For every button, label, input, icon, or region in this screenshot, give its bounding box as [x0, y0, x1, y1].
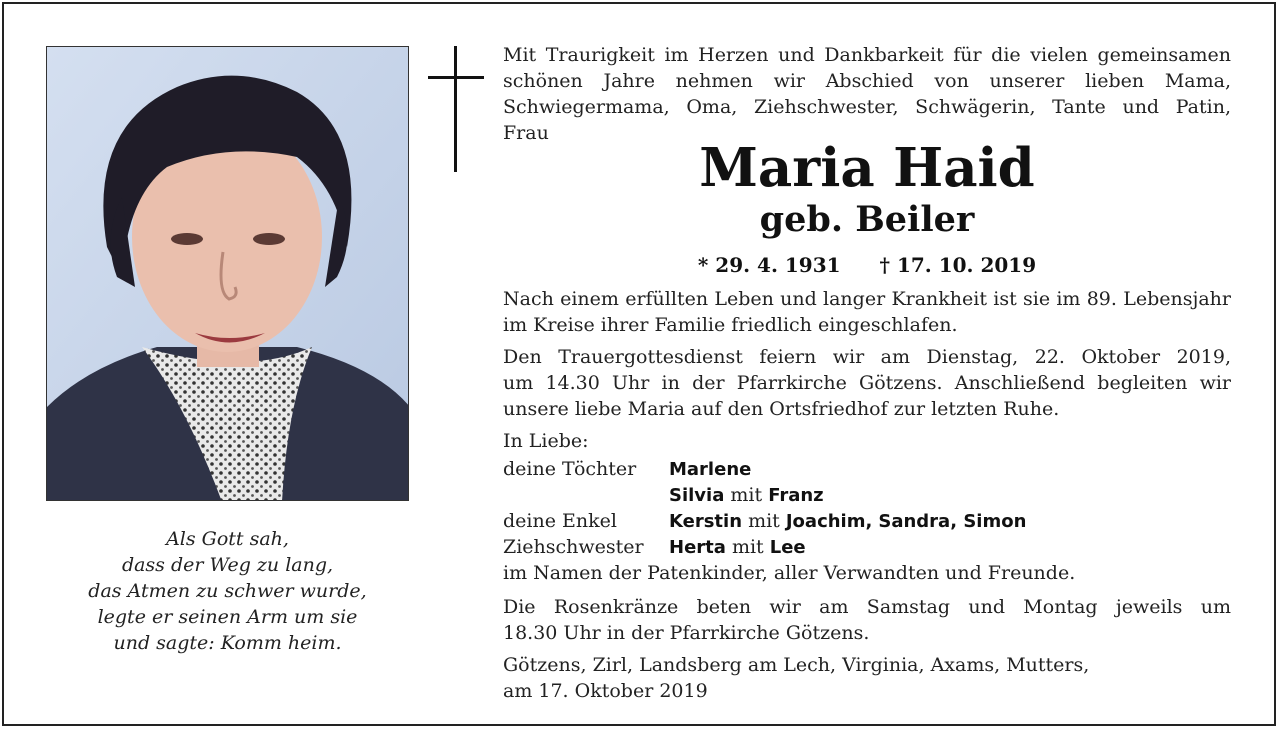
- date-line: am 17. Oktober 2019: [503, 680, 708, 702]
- relation-label: deine Enkel: [503, 510, 617, 532]
- family-row-grandchildren: [503, 508, 1231, 534]
- portrait-image: [47, 47, 409, 501]
- in-love-label: In Liebe:: [503, 430, 589, 452]
- intro-line: Schwiegermama, Oma, Ziehschwester, Schwägerin, Tante und Patin,: [503, 96, 1231, 118]
- portrait-photo: [46, 46, 409, 501]
- family-list: [503, 456, 1231, 586]
- family-member: Sandra, Simon: [878, 511, 1027, 532]
- paragraph-line: im Kreise ihrer Familie friedlich eingeschlafen.: [503, 314, 958, 336]
- deceased-name: Maria Haid: [699, 137, 1035, 199]
- family-member: Marlene: [669, 459, 752, 480]
- poem: [46, 526, 409, 656]
- poem-line: Als Gott sah,: [166, 528, 289, 550]
- relation-label: Ziehschwester: [503, 536, 644, 558]
- cross-icon: [428, 46, 484, 172]
- family-member: Franz: [768, 485, 824, 506]
- family-row-foster-sister: [503, 534, 1231, 560]
- intro-line: Mit Traurigkeit im Herzen und Dankbarkeit für die vielen gemeinsamen: [503, 44, 1231, 66]
- rosary-paragraph: [503, 594, 1231, 646]
- family-member: Kerstin: [669, 511, 743, 532]
- intro-line: Frau: [503, 122, 549, 144]
- with-word: mit: [748, 510, 780, 532]
- paragraph-line: 18.30 Uhr in der Pfarrkirche Götzens.: [503, 622, 870, 644]
- service-paragraph: [503, 344, 1231, 422]
- with-word: mit: [730, 484, 763, 506]
- intro-text: [503, 42, 1231, 146]
- poem-line: das Atmen zu schwer wurde,: [88, 580, 367, 602]
- life-dates: [503, 252, 1231, 278]
- family-member: Herta: [669, 537, 726, 558]
- relation-label: deine Töchter: [503, 458, 637, 480]
- paragraph-line: Die Rosenkränze beten wir am Samstag und Montag jeweils um: [503, 596, 1231, 618]
- maiden-name: geb. Beiler: [759, 199, 975, 240]
- paragraph-line: unsere liebe Maria auf den Ortsfriedhof zur letzten Ruhe.: [503, 398, 1060, 420]
- life-paragraph: [503, 286, 1231, 338]
- poem-line: legte er seinen Arm um sie: [97, 606, 358, 628]
- family-row-daughters-2: [503, 482, 1231, 508]
- death-date: † 17. 10. 2019: [879, 253, 1037, 277]
- poem-line: dass der Weg zu lang,: [121, 554, 334, 576]
- poem-line: und sagte: Komm heim.: [113, 632, 342, 654]
- places-line: Götzens, Zirl, Landsberg am Lech, Virginia, Axams, Mutters,: [503, 654, 1090, 676]
- family-member: Lee: [769, 537, 806, 558]
- with-word: mit: [731, 536, 764, 558]
- family-row-daughters: [503, 456, 1231, 482]
- family-closing: im Namen der Patenkinder, aller Verwandten und Freunde.: [503, 562, 1076, 584]
- family-member: Silvia: [669, 485, 725, 506]
- places-date: [503, 652, 1231, 704]
- paragraph-line: um 14.30 Uhr in der Pfarrkirche Götzens. Anschließend begleiten wir: [503, 372, 1231, 394]
- intro-line: schönen Jahre nehmen wir Abschied von unserer lieben Mama,: [503, 70, 1231, 92]
- birth-date: * 29. 4. 1931: [697, 253, 841, 277]
- paragraph-line: Nach einem erfüllten Leben und langer Krankheit ist sie im 89. Lebensjahr: [503, 288, 1231, 310]
- family-member: Joachim,: [785, 511, 873, 532]
- paragraph-line: Den Trauergottesdienst feiern wir am Dienstag, 22. Oktober 2019,: [503, 346, 1231, 368]
